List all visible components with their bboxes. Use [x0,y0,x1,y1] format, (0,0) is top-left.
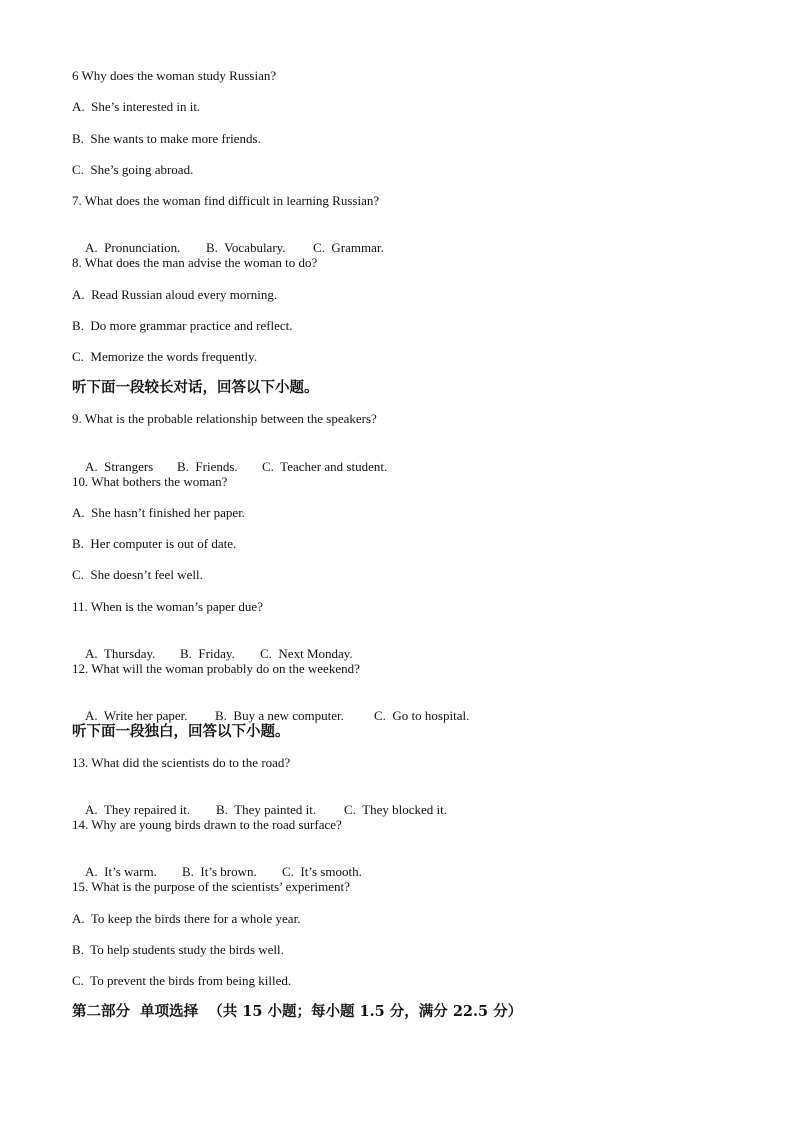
part-two-heading: 第二部分 单项选择 （共 15 小题；每小题 1.5 分，满分 22.5 分） [72,1003,523,1020]
question-7-option-c: C. Grammar. [313,240,384,255]
question-11-stem: 11. When is the woman’s paper due? [72,599,263,614]
question-9-stem: 9. What is the probable relationship between the speakers? [72,411,377,426]
question-15-option-b: B. To help students study the birds well. [72,942,284,957]
question-7-option-a: A. Pronunciation. [85,240,181,255]
question-13-stem: 13. What did the scientists do to the road? [72,755,291,770]
question-10-option-a: A. She hasn’t finished her paper. [72,505,246,520]
question-14-option-c: C. It’s smooth. [282,864,362,879]
question-13-option-b: B. They painted it. [216,802,317,817]
question-12-stem: 12. What will the woman probably do on the weekend? [72,661,360,676]
question-12-option-a: A. Write her paper. [85,708,188,723]
section-heading-monologue: 听下面一段独白，回答以下小题。 [72,723,290,740]
section-heading-long-dialogue: 听下面一段较长对话，回答以下小题。 [72,379,319,396]
question-12-option-b: B. Buy a new computer. [215,708,344,723]
question-6-option-b: B. She wants to make more friends. [72,131,261,146]
question-11-option-b: B. Friday. [180,646,235,661]
question-12-option-c: C. Go to hospital. [374,708,470,723]
question-8-option-a: A. Read Russian aloud every morning. [72,287,278,302]
question-9-option-b: B. Friends. [177,459,238,474]
question-13-option-a: A. They repaired it. [85,802,191,817]
question-9-option-a: A. Strangers [85,459,154,474]
question-9-option-c: C. Teacher and student. [262,459,388,474]
question-14-stem: 14. Why are young birds drawn to the road surface? [72,817,342,832]
question-11-option-a: A. Thursday. [85,646,156,661]
question-15-option-c: C. To prevent the birds from being killed. [72,973,292,988]
question-15-stem: 15. What is the purpose of the scientists’ experiment? [72,879,350,894]
question-6-option-c: C. She’s going abroad. [72,162,194,177]
question-8-option-b: B. Do more grammar practice and reflect. [72,318,293,333]
question-10-option-b: B. Her computer is out of date. [72,536,237,551]
question-6-option-a: A. She’s interested in it. [72,99,201,114]
question-11-option-c: C. Next Monday. [260,646,353,661]
question-14-option-b: B. It’s brown. [182,864,257,879]
question-10-stem: 10. What bothers the woman? [72,474,228,489]
question-10-option-c: C. She doesn’t feel well. [72,567,203,582]
question-8-stem: 8. What does the man advise the woman to do? [72,255,318,270]
question-7-option-b: B. Vocabulary. [206,240,286,255]
question-6-stem: 6 Why does the woman study Russian? [72,68,277,83]
question-7-stem: 7. What does the woman find difficult in learning Russian? [72,193,380,208]
question-14-option-a: A. It’s warm. [85,864,157,879]
question-15-option-a: A. To keep the birds there for a whole year. [72,911,301,926]
question-8-option-c: C. Memorize the words frequently. [72,349,258,364]
question-13-option-c: C. They blocked it. [344,802,448,817]
